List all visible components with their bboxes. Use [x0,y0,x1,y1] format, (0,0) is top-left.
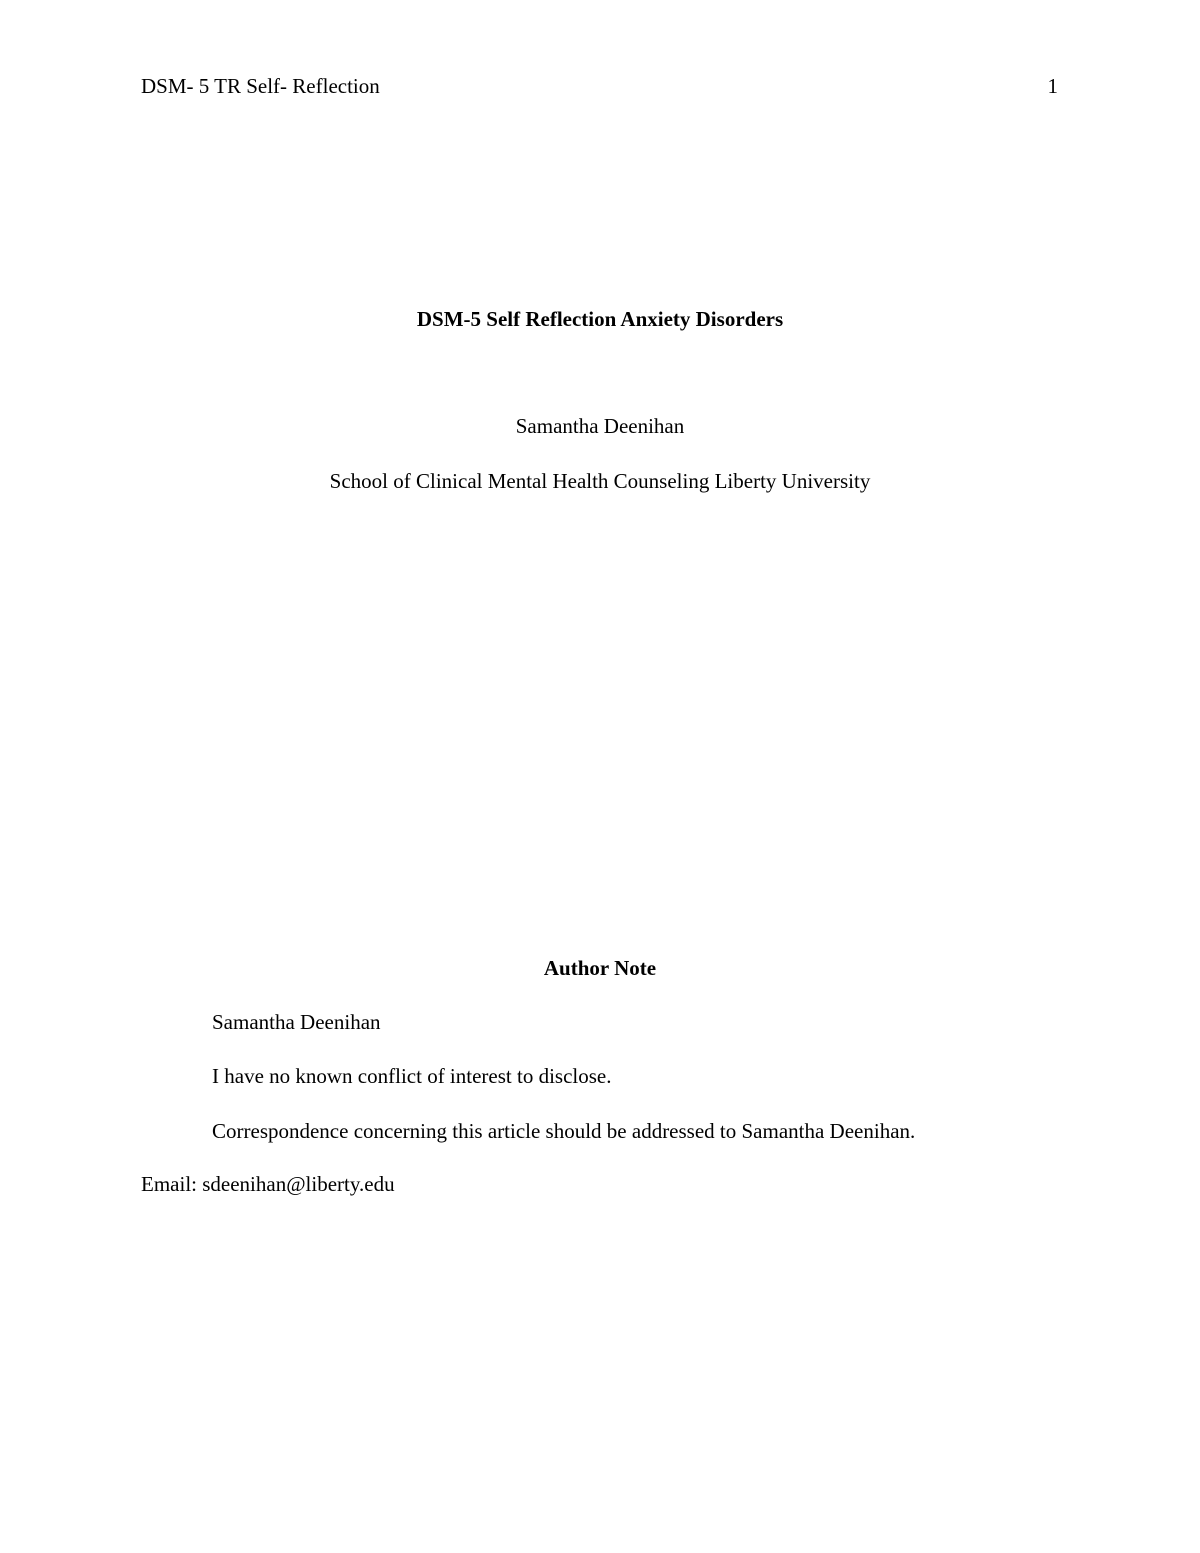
author-affiliation: School of Clinical Mental Health Counseling Liberty University [329,469,871,493]
author-note-name: Samantha Deenihan [212,1010,381,1034]
author-name: Samantha Deenihan [515,414,685,438]
paper-title: DSM-5 Self Reflection Anxiety Disorders [416,307,784,331]
running-head: DSM- 5 TR Self- Reflection [141,74,380,98]
author-note-email: Email: sdeenihan@liberty.edu [141,1172,395,1196]
author-note-heading: Author Note [543,956,657,980]
author-note-conflict: I have no known conflict of interest to disclose. [212,1064,612,1088]
page-number: 1 [1047,74,1058,98]
author-note-correspondence: Correspondence concerning this article should be addressed to Samantha Deenihan. [212,1119,916,1143]
